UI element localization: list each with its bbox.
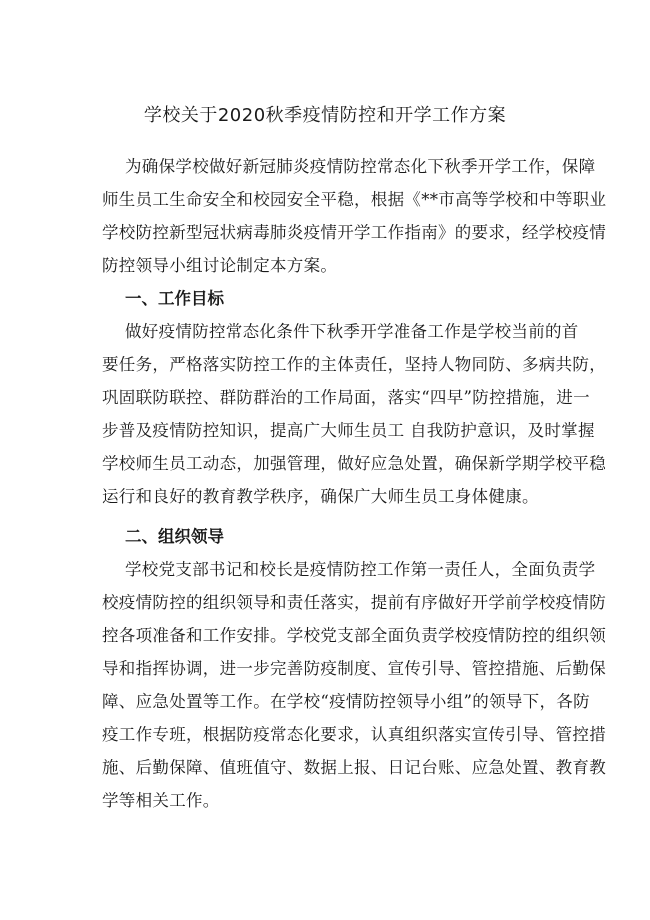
section-2-line-3: 控各项准备和工作安排。学校党支部全面负责学校疫情防控的组织领 [102, 626, 606, 645]
section-2-line-4: 导和指挥协调，进一步完善防疫制度、宣传引导、管控措施、后勤保 [102, 659, 606, 678]
section-2-heading: 二、组织领导 [125, 527, 224, 546]
section-1-line-5: 学校师生员工动态，加强管理，做好应急处置，确保新学期学校平稳 [102, 454, 606, 473]
section-2-line-2: 校疫情防控的组织领导和责任落实，提前有序做好开学前学校疫情防 [102, 593, 606, 612]
section-1-line-1: 做好疫情防控常态化条件下秋季开学准备工作是学校当前的首 [125, 322, 579, 341]
section-2-line-8: 学等相关工作。 [102, 791, 220, 810]
section-2-line-5: 障、应急处置等工作。在学校“疫情防控领导小组”的领导下，各防 [102, 692, 590, 711]
section-1-heading: 一、工作目标 [125, 289, 224, 308]
document-title: 学校关于2020秋季疫情防控和开学工作方案 [143, 105, 507, 126]
section-1-line-3: 巩固联防联控、群防群治的工作局面，落实“四早”防控措施，进一 [102, 388, 590, 407]
intro-line-2: 师生员工生命安全和校园安全平稳，根据《**市高等学校和中等职业 [102, 190, 607, 209]
section-2-line-7: 施、后勤保障、值班值守、数据上报、日记台账、应急处置、教育教 [102, 758, 606, 777]
section-2-line-1: 学校党支部书记和校长是疫情防控工作第一责任人，全面负责学 [125, 560, 596, 579]
intro-line-1: 为确保学校做好新冠肺炎疫情防控常态化下秋季开学工作，保障 [125, 157, 596, 176]
intro-line-4: 防控领导小组讨论制定本方案。 [102, 256, 338, 275]
section-1-line-2: 要任务，严格落实防控工作的主体责任，坚持人物同防、多病共防， [102, 355, 606, 374]
section-1-line-6: 运行和良好的教育教学秩序，确保广大师生员工身体健康。 [102, 487, 539, 506]
intro-line-3: 学校防控新型冠状病毒肺炎疫情开学工作指南》的要求，经学校疫情 [102, 223, 606, 242]
section-1-line-4: 步普及疫情防控知识，提高广大师生员工 自我防护意识，及时掌握 [102, 421, 595, 440]
section-2-line-6: 疫工作专班，根据防疫常态化要求，认真组织落实宣传引导、管控措 [102, 725, 606, 744]
